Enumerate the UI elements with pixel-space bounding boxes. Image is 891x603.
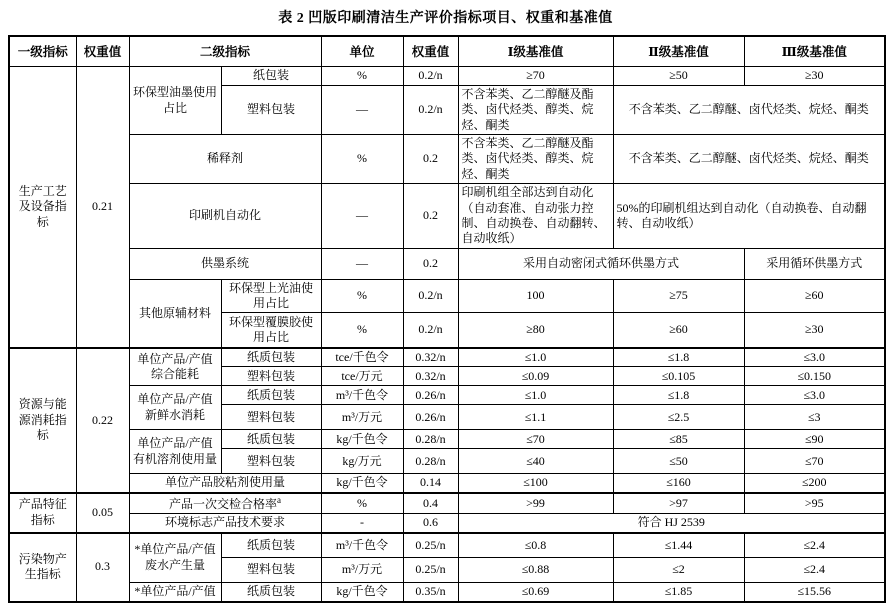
cell-grade3-value: ≤0.150 (744, 367, 885, 386)
cell-unit: kg/千色令 (321, 430, 403, 449)
cell-unit: — (321, 248, 403, 279)
cell-unit: % (321, 135, 403, 184)
cell-weight: 0.2/n (403, 313, 458, 348)
cell-grade3-value: ≤2.4 (744, 533, 885, 558)
cell-grade1-value: ≤100 (458, 474, 613, 493)
cell-grade3-value: ≤200 (744, 474, 885, 493)
cell-unit: % (321, 493, 403, 514)
cell-grade1-value: >99 (458, 493, 613, 514)
cell-level2-indicator: 环保型油墨使用占比 (129, 67, 221, 135)
cell-sub-indicator: 塑料包装 (221, 558, 321, 583)
cell-grade3-value: ≤70 (744, 449, 885, 474)
col-header-grade3-benchmark: Ⅲ级基准值 (744, 36, 885, 67)
cell-grade3-value: ≤3.0 (744, 348, 885, 367)
cell-level1-weight: 0.05 (76, 493, 129, 533)
cell-grade2-3-value: 不含苯类、乙二醇醚、卤代烃类、烷烃、酮类 (613, 86, 885, 135)
cell-sub-indicator: 纸质包装 (221, 348, 321, 367)
cell-grade3-value: ≥60 (744, 279, 885, 313)
cell-weight: 0.2 (403, 135, 458, 184)
cell-sub-indicator: 纸质包装 (221, 583, 321, 602)
cell-grade2-value: ≤50 (613, 449, 744, 474)
cell-weight: 0.25/n (403, 558, 458, 583)
cell-grade2-value: ≤1.8 (613, 386, 744, 405)
footnote-marker: a (277, 494, 282, 505)
cell-grade2-value: ≥50 (613, 67, 744, 86)
col-header-weight-1: 权重值 (76, 36, 129, 67)
cell-grade3-value: ≤2.4 (744, 558, 885, 583)
cell-level2-indicator: 稀释剂 (129, 135, 321, 184)
cell-weight: 0.26/n (403, 405, 458, 430)
cell-level2-indicator (129, 493, 321, 514)
cell-unit: tce/万元 (321, 367, 403, 386)
cell-sub-indicator: 纸质包装 (221, 430, 321, 449)
table-row (9, 533, 885, 558)
col-header-level1-indicator: 一级指标 (9, 36, 76, 67)
col-header-unit: 单位 (321, 36, 403, 67)
cell-grade3-value: ≥30 (744, 67, 885, 86)
cell-sub-indicator: 纸质包装 (221, 386, 321, 405)
cell-grade1-value: ≥70 (458, 67, 613, 86)
cell-level2-indicator: 单位产品/产值有机溶剂使用量 (129, 430, 221, 474)
cell-grade1-value: ≤0.69 (458, 583, 613, 602)
cell-unit: % (321, 313, 403, 348)
cell-unit: kg/千色令 (321, 474, 403, 493)
cell-grade1-value: 100 (458, 279, 613, 313)
cell-level1-indicator: 资源与能源消耗指标 (9, 348, 76, 493)
cell-unit: % (321, 67, 403, 86)
cell-weight: 0.32/n (403, 348, 458, 367)
cell-sub-indicator: 塑料包装 (221, 86, 321, 135)
table-row (9, 248, 885, 279)
cell-grade2-3-value: 不含苯类、乙二醇醚、卤代烃类、烷烃、酮类 (613, 135, 885, 184)
cell-grade2-value: ≤2.5 (613, 405, 744, 430)
cell-grade2-value: ≤2 (613, 558, 744, 583)
cell-weight: 0.2/n (403, 67, 458, 86)
cell-unit: % (321, 279, 403, 313)
cell-grade3-value: ≥30 (744, 313, 885, 348)
cell-level1-weight: 0.3 (76, 533, 129, 602)
cell-sub-indicator: 环保型上光油使用占比 (221, 279, 321, 313)
cell-grade2-value: ≤1.44 (613, 533, 744, 558)
cell-sub-indicator: 环保型覆膜胶使用占比 (221, 313, 321, 348)
cell-weight: 0.4 (403, 493, 458, 514)
cell-grade3-value: >95 (744, 493, 885, 514)
cell-grade1-value: 不含苯类、乙二醇醚及酯类、卤代烃类、醇类、烷烃、酮类 (458, 86, 613, 135)
cell-weight: 0.2 (403, 248, 458, 279)
cell-level2-indicator: 其他原辅材料 (129, 279, 221, 348)
cell-level1-indicator: 产品特征指标 (9, 493, 76, 533)
cell-weight: 0.28/n (403, 449, 458, 474)
cell-grade2-3-value: 50%的印刷机组达到自动化（自动换卷、自动翻转、自动收纸） (613, 184, 885, 248)
cell-grade2-value: ≤85 (613, 430, 744, 449)
cell-weight: 0.25/n (403, 533, 458, 558)
indicator-label: 产品一次交检合格率 (169, 496, 278, 511)
cell-weight: 0.2/n (403, 279, 458, 313)
col-header-grade2-benchmark: Ⅱ级基准值 (613, 36, 744, 67)
col-header-level2-indicator: 二级指标 (129, 36, 321, 67)
cell-level1-indicator: 污染物产生指标 (9, 533, 76, 602)
col-header-weight-2: 权重值 (403, 36, 458, 67)
table-row (9, 493, 885, 514)
cell-weight: 0.2 (403, 184, 458, 248)
cell-grade1-value: ≤0.88 (458, 558, 613, 583)
cell-unit: kg/千色令 (321, 583, 403, 602)
cell-grade2-value: ≤0.105 (613, 367, 744, 386)
cell-grade2-value: ≥75 (613, 279, 744, 313)
cell-grade2-value: ≤1.85 (613, 583, 744, 602)
cell-weight: 0.26/n (403, 386, 458, 405)
cell-grade1-2-value: 采用自动密闭式循环供墨方式 (458, 248, 744, 279)
cell-weight: 0.14 (403, 474, 458, 493)
cell-unit: tce/千色令 (321, 348, 403, 367)
cell-grade1-value: ≤40 (458, 449, 613, 474)
table-row (9, 474, 885, 493)
cell-level1-weight: 0.22 (76, 348, 129, 493)
cell-grade1-2-3-value: 符合 HJ 2539 (458, 514, 885, 533)
cell-grade3-value: ≤90 (744, 430, 885, 449)
cell-level2-indicator: 供墨系统 (129, 248, 321, 279)
cell-level2-indicator: 单位产品/产值新鲜水消耗 (129, 386, 221, 430)
cell-unit: m³/万元 (321, 558, 403, 583)
cell-level2-indicator: 环境标志产品技术要求 (129, 514, 321, 533)
cell-weight: 0.35/n (403, 583, 458, 602)
table-row (9, 135, 885, 184)
cell-unit: — (321, 86, 403, 135)
header-row (9, 36, 885, 67)
cell-grade1-value: ≤1.1 (458, 405, 613, 430)
cell-weight: 0.28/n (403, 430, 458, 449)
cell-level1-indicator: 生产工艺及设备指标 (9, 67, 76, 348)
table-row (9, 348, 885, 367)
cell-sub-indicator: 纸质包装 (221, 533, 321, 558)
cell-level2-indicator: 单位产品/产值综合能耗 (129, 348, 221, 386)
cell-grade1-value: ≤0.8 (458, 533, 613, 558)
cell-grade2-value: >97 (613, 493, 744, 514)
cell-sub-indicator: 塑料包装 (221, 449, 321, 474)
cell-grade2-value: ≤1.8 (613, 348, 744, 367)
cell-grade1-value: ≤1.0 (458, 348, 613, 367)
cell-grade1-value: 不含苯类、乙二醇醚及酯类、卤代烃类、醇类、烷烃、酮类 (458, 135, 613, 184)
evaluation-indicators-table (8, 35, 886, 603)
col-header-grade1-benchmark: Ⅰ级基准值 (458, 36, 613, 67)
cell-sub-indicator: 塑料包装 (221, 367, 321, 386)
cell-grade1-value: ≤1.0 (458, 386, 613, 405)
cell-level2-indicator: *单位产品/产值废水产生量 (129, 533, 221, 583)
cell-level2-indicator: 印刷机自动化 (129, 184, 321, 248)
cell-weight: 0.32/n (403, 367, 458, 386)
cell-grade1-value: ≤70 (458, 430, 613, 449)
cell-unit: m³/千色令 (321, 386, 403, 405)
table-row (9, 386, 885, 405)
cell-grade1-value: ≤0.09 (458, 367, 613, 386)
cell-sub-indicator: 塑料包装 (221, 405, 321, 430)
table-row (9, 514, 885, 533)
cell-grade3-value: ≤15.56 (744, 583, 885, 602)
table-row (9, 430, 885, 449)
table-row (9, 184, 885, 248)
cell-grade1-value: 印刷机组全部达到自动化（自动套准、自动张力控制、自动换卷、自动翻转、自动收纸） (458, 184, 613, 248)
cell-weight: 0.2/n (403, 86, 458, 135)
cell-level1-weight: 0.21 (76, 67, 129, 348)
cell-grade3-value: 采用循环供墨方式 (744, 248, 885, 279)
cell-weight: 0.6 (403, 514, 458, 533)
table-row (9, 583, 885, 602)
cell-unit: m³/万元 (321, 405, 403, 430)
cell-unit: - (321, 514, 403, 533)
cell-grade3-value: ≤3.0 (744, 386, 885, 405)
table-row (9, 279, 885, 313)
table-title: 表 2 凹版印刷清洁生产评价指标项目、权重和基准值 (278, 11, 613, 26)
cell-level2-indicator: *单位产品/产值 (129, 583, 221, 602)
cell-grade1-value: ≥80 (458, 313, 613, 348)
cell-unit: — (321, 184, 403, 248)
cell-unit: m³/千色令 (321, 533, 403, 558)
cell-sub-indicator: 纸包装 (221, 67, 321, 86)
cell-grade2-value: ≥60 (613, 313, 744, 348)
cell-unit: kg/万元 (321, 449, 403, 474)
cell-grade2-value: ≤160 (613, 474, 744, 493)
cell-level2-indicator: 单位产品胶粘剂使用量 (129, 474, 321, 493)
cell-grade3-value: ≤3 (744, 405, 885, 430)
table-row (9, 67, 885, 86)
